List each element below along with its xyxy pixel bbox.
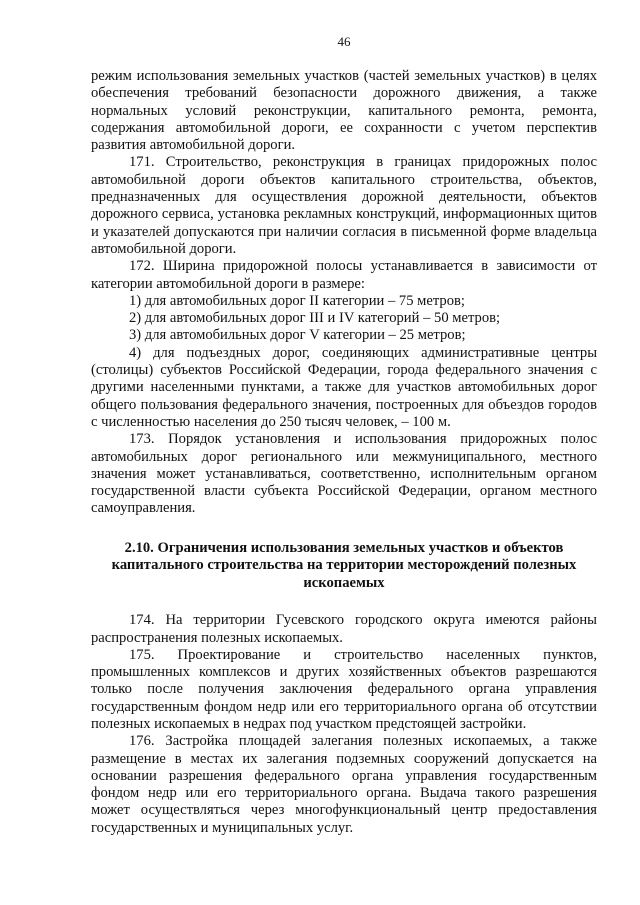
list-item-1: 1) для автомобильных дорог II категории – 75 метров; [129, 292, 465, 309]
section-heading: 2.10. Ограничения использования земельных участков и объектов капитального строительства на территории месторождений полезных ископаемых [111, 539, 577, 591]
paragraph-176: 176. Застройка площадей залегания полезных ископаемых, а также размещение в местах их залегания подземных сооружений допускается на основании разрешения федерального органа управления государственным фондом недр или его территориального органа. Выдача такого разрешения может осуществляться через многофункциональный центр предоставления государственных и муниципальных услуг. [91, 733, 597, 836]
paragraph-173: 173. Порядок установления и использования придорожных полос автомобильных дорог регионального или межмуниципального, местного значения может устанавливаться, соответственно, исполнительным органом государственной власти субъекта Российской Федерации, органом местного самоуправления. [91, 431, 597, 517]
paragraph-172: 172. Ширина придорожной полосы устанавливается в зависимости от категории автомобильной дороги в размере: [91, 258, 597, 292]
paragraph-175: 175. Проектирование и строительство населенных пунктов, промышленных комплексов и других хозяйственных объектов разрешаются только после получения заключения федерального органа управления государственным фондом недр или его территориального органа об отсутствии полезных ископаемых в недрах под участком предстоящей застройки. [91, 646, 597, 732]
list-item-4: 4) для подъездных дорог, соединяющих административные центры (столицы) субъектов Российской Федерации, города федерального значения с другими населенными пунктами, а также для участков автомобильных дорог общего пользования федерального значения, построенных для объездов городов с численностью населения до 250 тысяч человек, – 100 м. [91, 344, 597, 430]
document-page [91, 34, 597, 837]
page-number: 46 [337, 34, 351, 49]
paragraph-174: 174. На территории Гусевского городского округа имеются районы распространения полезных ископаемых. [91, 612, 597, 646]
list-item-3: 3) для автомобильных дорог V категории – 25 метров; [129, 327, 466, 344]
list-item-2: 2) для автомобильных дорог III и IV категорий – 50 метров; [129, 310, 501, 327]
paragraph-continuation: режим использования земельных участков (частей земельных участков) в целях обеспечения требований безопасности дорожного движения, а также нормальных условий реконструкции, капитального ремонта, ремонта, содержания автомобильной дороги, ее сохранности с учетом перспектив развития автомобильной дороги. [91, 68, 597, 154]
paragraph-171: 171. Строительство, реконструкция в границах придорожных полос автомобильной дороги объектов капитального строительства, объектов, предназначенных для осуществления дорожной деятельности, объектов дорожного сервиса, установка рекламных конструкций, информационных щитов и указателей допускаются при наличии согласия в письменной форме владельца автомобильной дороги. [91, 154, 597, 257]
